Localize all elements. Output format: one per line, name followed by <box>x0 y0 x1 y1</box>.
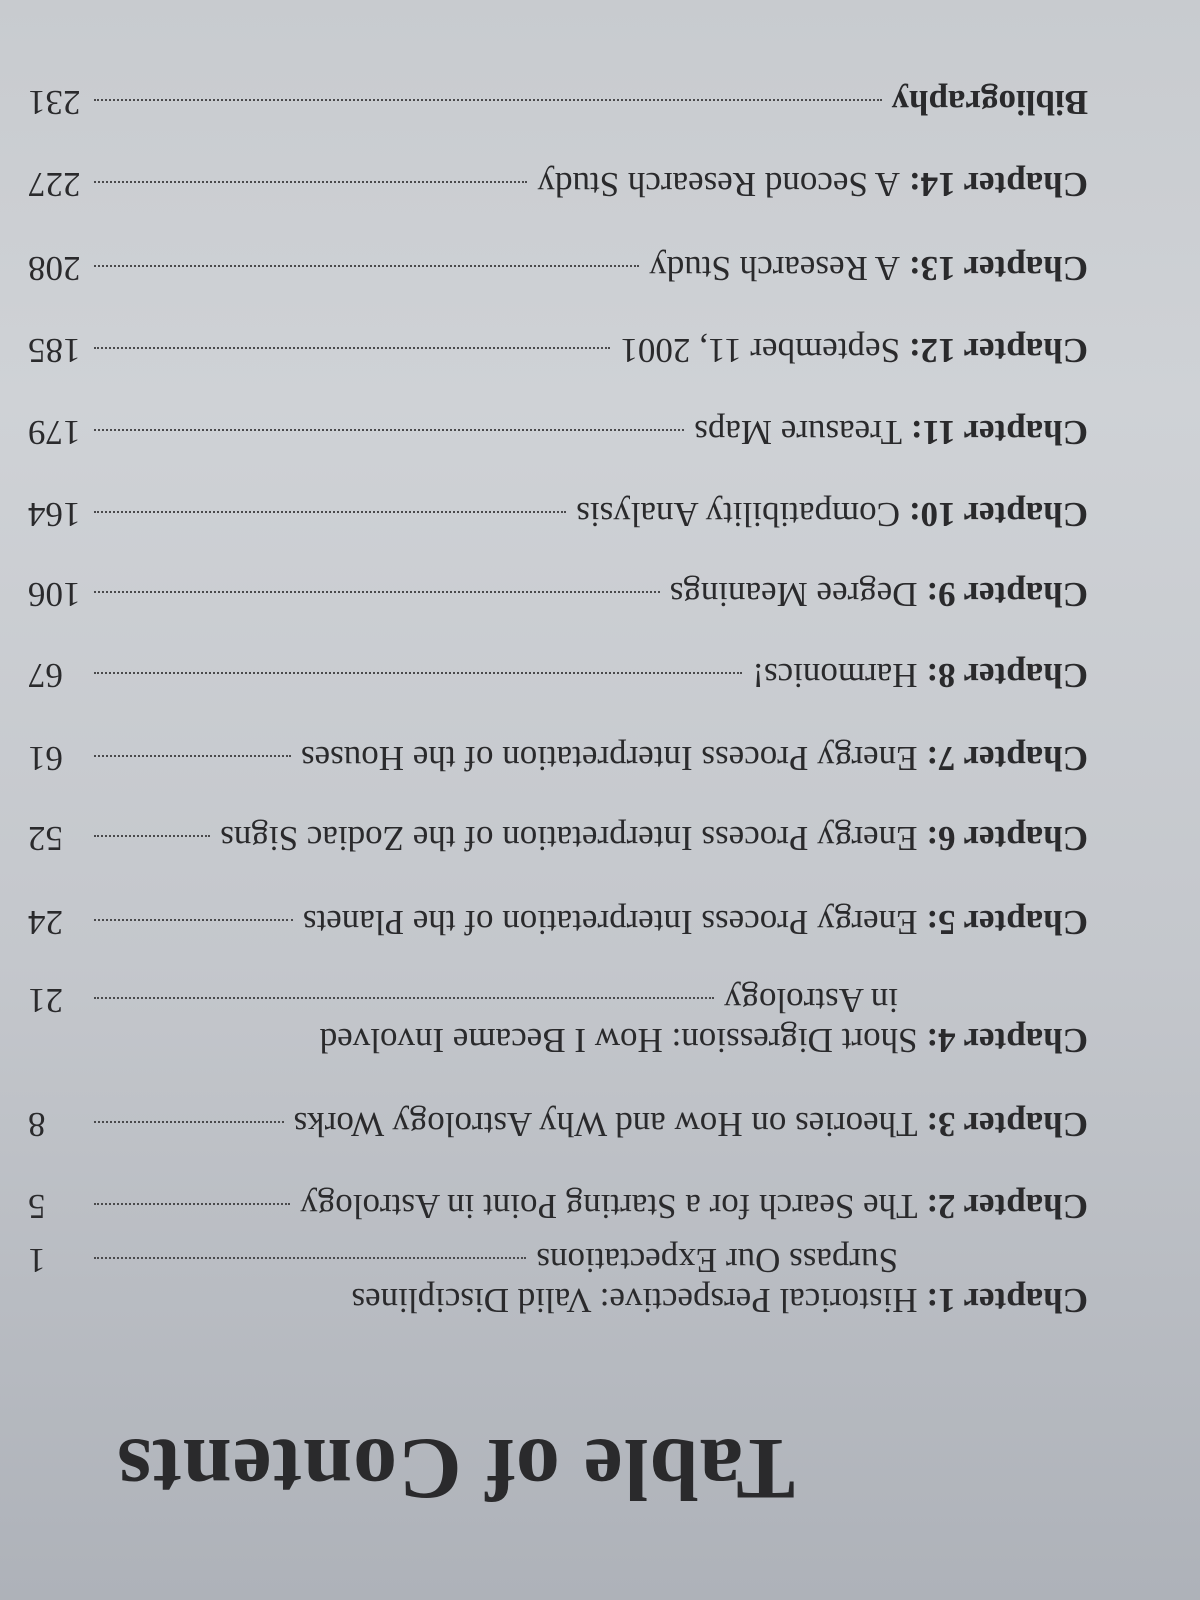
dot-leader <box>94 919 293 921</box>
toc-entry-chapter-14 <box>28 164 1088 204</box>
chapter-label: Chapter 10: <box>908 495 1088 534</box>
chapter-title-continued: Surpass Our Expectations <box>536 1241 898 1280</box>
toc-entry-chapter-9 <box>28 574 1088 614</box>
page-number: 24 <box>28 903 63 942</box>
chapter-title: Energy Process Interpretation of the Planets <box>302 903 918 942</box>
toc-entry-chapter-6 <box>28 818 1088 858</box>
dot-leader <box>94 1121 284 1123</box>
page-number: 52 <box>28 819 63 858</box>
page-number: 106 <box>28 575 81 614</box>
chapter-label: Chapter 2: <box>926 1187 1088 1226</box>
page-number: 61 <box>28 739 63 778</box>
chapter-title: September 11, 2001 <box>620 331 901 370</box>
dot-leader <box>94 755 291 757</box>
page-number: 227 <box>28 165 81 204</box>
chapter-title: A Research Study <box>649 249 901 288</box>
page-number: 1 <box>28 1241 46 1280</box>
toc-entry-chapter-3 <box>28 1104 1088 1144</box>
page-number: 21 <box>28 981 63 1020</box>
dot-leader <box>94 429 684 431</box>
toc-entry-chapter-4 <box>28 980 1088 1060</box>
dot-leader <box>94 1257 526 1259</box>
page-number: 185 <box>28 331 81 370</box>
bibliography-label: Bibliography <box>891 83 1088 122</box>
dot-leader <box>94 835 210 837</box>
page-number: 67 <box>28 656 63 695</box>
chapter-label: Chapter 1: <box>926 1281 1088 1320</box>
chapter-label: Chapter 12: <box>908 331 1088 370</box>
toc-entry-chapter-10 <box>28 494 1088 534</box>
chapter-title: Historical Perspective: Valid Disciplines <box>351 1281 918 1320</box>
toc-entry-chapter-5 <box>28 902 1088 942</box>
chapter-label: Chapter 9: <box>926 575 1088 614</box>
chapter-label: Chapter 3: <box>926 1105 1088 1144</box>
toc-entry-chapter-2 <box>28 1186 1088 1226</box>
chapter-label: Chapter 8: <box>926 656 1088 695</box>
dot-leader <box>94 99 882 101</box>
chapter-title-continued: in Astrology <box>723 981 898 1020</box>
chapter-label: Chapter 14: <box>908 165 1088 204</box>
toc-entry-chapter-8 <box>28 655 1088 695</box>
page-number: 8 <box>28 1105 46 1144</box>
chapter-title: Harmonics! <box>752 656 918 695</box>
chapter-title: Degree Meanings <box>669 575 918 614</box>
chapter-title: A Second Research Study <box>537 165 901 204</box>
chapter-title: Energy Process Interpretation of the Houses <box>300 739 918 778</box>
dot-leader <box>94 265 639 267</box>
toc-entry-chapter-12 <box>28 330 1088 370</box>
chapter-label: Chapter 5: <box>926 903 1088 942</box>
dot-leader <box>94 1203 290 1205</box>
chapter-label: Chapter 11: <box>910 413 1088 452</box>
page-number: 179 <box>28 413 81 452</box>
chapter-title: Compatibility Analysis <box>576 495 901 534</box>
page-number: 164 <box>28 495 81 534</box>
page-number: 5 <box>28 1187 46 1226</box>
page-number: 231 <box>28 83 81 122</box>
dot-leader <box>94 347 610 349</box>
dot-leader <box>94 511 566 513</box>
chapter-title: Treasure Maps <box>694 413 902 452</box>
chapter-label: Chapter 6: <box>926 819 1088 858</box>
chapter-label: Chapter 7: <box>926 739 1088 778</box>
page-title: Table of Contents <box>116 1420 795 1517</box>
dot-leader <box>94 997 714 999</box>
dot-leader <box>94 181 527 183</box>
toc-entry-chapter-7 <box>28 738 1088 778</box>
chapter-title: Theories on How and Why Astrology Works <box>293 1105 918 1144</box>
chapter-title: Energy Process Interpretation of the Zodiac Signs <box>220 819 918 858</box>
toc-entry-chapter-13 <box>28 248 1088 288</box>
toc-entry-chapter-1 <box>28 1240 1088 1320</box>
toc-entry-bibliography <box>28 82 1088 122</box>
toc-entry-chapter-11 <box>28 412 1088 452</box>
chapter-label: Chapter 13: <box>908 249 1088 288</box>
chapter-title: The Search for a Starting Point in Astrology <box>300 1187 918 1226</box>
dot-leader <box>94 672 742 674</box>
dot-leader <box>94 591 660 593</box>
chapter-label: Chapter 4: <box>926 1021 1088 1060</box>
chapter-title: Short Digression: How I Became Involved <box>319 1021 918 1060</box>
page-number: 208 <box>28 249 81 288</box>
